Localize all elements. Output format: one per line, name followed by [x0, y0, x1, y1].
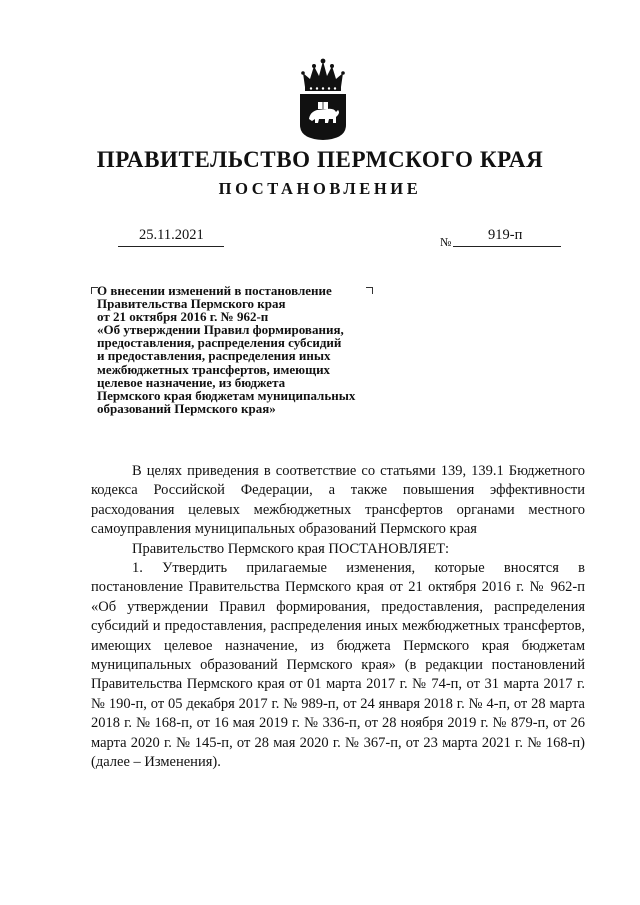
- document-subject: [97, 284, 397, 415]
- subject-line: целевое назначение, из бюджета: [97, 374, 286, 390]
- subject-line: и предоставления, распределения иных: [97, 348, 331, 364]
- body-paragraph: В целях приведения в соответствие со статьями 139, 139.1 Бюджетного кодекса Российской Федерации, а также повышения эффективности расходования целевых межбюджетных трансфертов органами местного самоуправления муниципальных образований Пермского края: [91, 463, 585, 538]
- number-underline: [453, 246, 561, 247]
- subject-line: «Об утверждении Правил формирования,: [97, 322, 344, 338]
- subject-line: от 21 октября 2016 г. № 962-п: [97, 309, 269, 325]
- subject-line: образований Пермского края»: [97, 400, 276, 416]
- body-paragraph: Правительство Пермского края ПОСТАНОВЛЯЕТ:: [132, 540, 450, 557]
- perm-krai-coat-of-arms-icon: [297, 57, 349, 141]
- government-title: ПРАВИТЕЛЬСТВО ПЕРМСКОГО КРАЯ: [96, 147, 544, 172]
- subject-line: О внесении изменений в постановление: [97, 283, 332, 298]
- date-underline: [118, 246, 224, 247]
- subject-line: Правительства Пермского края: [97, 296, 286, 312]
- document-date: 25.11.2021: [139, 227, 204, 243]
- subject-line: межбюджетных трансфертов, имеющих: [97, 361, 331, 377]
- document-type: ПОСТАНОВЛЕНИЕ: [218, 179, 422, 198]
- subject-line: Пермского края бюджетам муниципальных: [97, 387, 356, 403]
- subject-line: предоставления, распределения субсидий: [97, 335, 342, 351]
- number-sign: №: [440, 235, 452, 249]
- document-body: [91, 462, 585, 773]
- body-paragraph: 1. Утвердить прилагаемые изменения, которые вносятся в постановление Правительства Пермского края от 21 октября 2016 г. № 962-п «Об утверждении Правил формирования, предоставления, распределения субсидий и предоставления, распределения иных межбюджетных трансфертов, имеющих целевое назначение, из бюджета Пермского края бюджетам муниципальных образований Пермского края» (в редакции постановлений Правительства Пермского края от 01 марта 2017 г. № 74-п, от 31 марта 2017 г. № 190-п, от 05 декабря 2017 г. № 989-п, от 24 января 2018 г. № 4-п, от 28 марта 2018 г. № 168-п, от 16 мая 2019 г. № 336-п, от 28 ноября 2019 г. № 879-п, от 26 марта 2020 г. № 145-п, от 28 мая 2020 г. № 367-п, от 23 марта 2021 г. № 168-п) (далее – Изменения).: [91, 560, 585, 771]
- document-number: 919-п: [488, 227, 523, 243]
